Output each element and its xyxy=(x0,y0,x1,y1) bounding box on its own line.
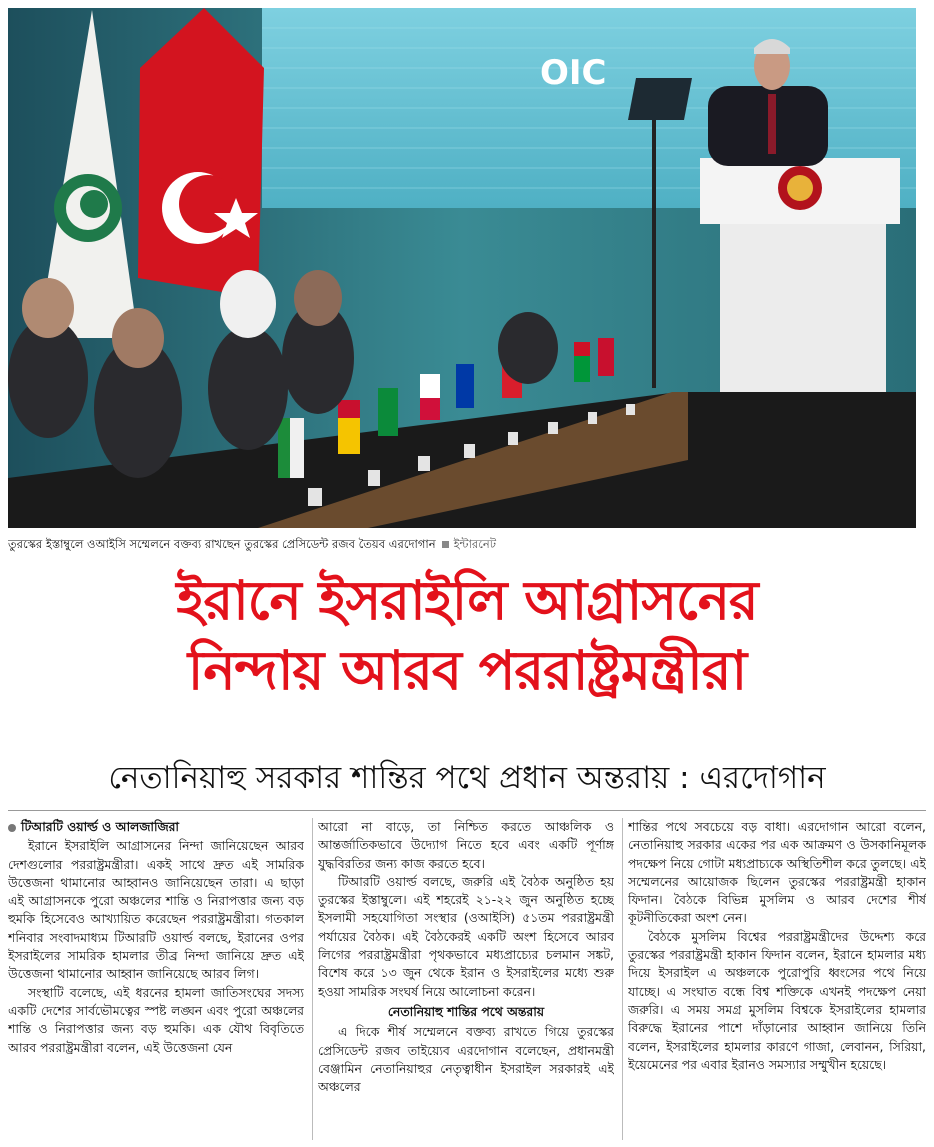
bullet-icon xyxy=(8,824,16,832)
headline-line-2: নিন্দায় আরব পররাষ্ট্রমন্ত্রীরা xyxy=(187,639,747,702)
byline-text: টিআরটি ওয়ার্ল্ড ও আলজাজিরা xyxy=(21,819,179,834)
column-divider xyxy=(312,818,313,1140)
caption-separator-icon xyxy=(442,541,449,548)
divider-line xyxy=(8,810,926,811)
headline xyxy=(10,566,924,706)
photo-caption xyxy=(8,535,916,553)
paragraph: শান্তির পথে সবচেয়ে বড় বাধা। এরদোগান আরো বলেন, নেতানিয়াহু সরকার একের পর এক আক্রমণ ও উসকানিমূলক পদক্ষেপ নিয়ে গোটা মধ্যপ্রাচ্যকে অস্থিতিশীল করে তুলছে। এই সম্মেলনের আয়োজক ছিলেন তুরস্কের পররাষ্ট্রমন্ত্রী হাকান ফিদান। বৈঠকে বিভিন্ন মুসলিম ও আরব দেশের শীর্ষ কূটনীতিকেরা অংশ নেন। xyxy=(628,819,926,926)
subheadline: নেতানিয়াহু সরকার শান্তির পথে প্রধান অন্তরায় : এরদোগান xyxy=(108,760,826,796)
paragraph: সংস্থাটি বলেছে, এই ধরনের হামলা জাতিসংঘের সদস্য একটি দেশের সার্বভৌমত্বের স্পষ্ট লঙ্ঘন এবং পুরো অঞ্চলের শান্তি ও নিরাপত্তার জন্য বড় হুমকি। এক যৌথ বিবৃতিতে আরব পররাষ্ট্রমন্ত্রীরা বলেন, এই উত্তেজনা যেন xyxy=(8,984,304,1055)
article-column-3 xyxy=(628,818,926,1140)
column-divider xyxy=(622,818,623,1140)
news-photo xyxy=(8,8,916,528)
paragraph: আরো না বাড়ে, তা নিশ্চিত করতে আঞ্চলিক ও আন্তর্জাতিকভাবে উদ্যোগ নিতে হবে এবং একটি পূর্ণাঙ্গ যুদ্ধবিরতির জন্য কাজ করতে হবে। xyxy=(318,819,614,871)
caption-text: তুরস্কের ইস্তাম্বুলে ওআইসি সম্মেলনে বক্তব্য রাখছেন তুরস্কের প্রেসিডেন্ট রজব তৈয়ব এরদোগান xyxy=(8,537,436,551)
article-column-2 xyxy=(318,818,614,1140)
oic-screen-logo: OIC xyxy=(540,53,607,93)
paragraph: ইরানে ইসরাইলি আগ্রাসনের নিন্দা জানিয়েছেন আরব দেশগুলোর পররাষ্ট্রমন্ত্রীরা। একই সাথে দ্রুত এই সামরিক উত্তেজনা থামানোর আহ্বানও জানিয়েছেন তারা। এ ছাড়া এই আগ্রাসনকে পুরো অঞ্চলের শান্তি ও নিরাপত্তার জন্য বড় হুমকি হিসেবেও আখ্যায়িত করেছেন পররাষ্ট্রমন্ত্রীরা। গতকাল শনিবার সংবাদমাধ্যম টিআরটি ওয়ার্ল্ড বলছে, ইরানের ওপর ইসরাইলের সামরিক হামলার তীব্র নিন্দা জানিয়ে দ্রুত এই উত্তেজনা থামানোর আহ্বান জানিয়েছে আরব লিগ। xyxy=(8,838,304,982)
section-subtitle: নেতানিয়াহু শান্তির পথে অন্তরায় xyxy=(387,1003,545,1019)
article-column-1 xyxy=(8,818,304,1140)
paragraph: বৈঠকে মুসলিম বিশ্বের পররাষ্ট্রমন্ত্রীদের উদ্দেশ্য করে তুরস্কের পররাষ্ট্রমন্ত্রী হাকান ফিদান বলেন, ইরানে হামলার মধ্য দিয়ে ইসরাইল এ অঞ্চলকে পুরোপুরি ধ্বংসের পথে নিয়ে যাচ্ছে। এ সংঘাত বন্ধে বিশ্ব শক্তিকে এখনই পদক্ষেপ নেয়া জরুরি। এ সময় সমগ্র মুসলিম বিশ্বকে ইসরাইলের হামলার বিরুদ্ধে ইরানের পাশে দাঁড়ানোর আহ্বান জানিয়ে তিনি বলেন, ইসরাইলের হামলার কারণে গাজা, লেবানন, সিরিয়া, ইয়েমেনের পর এবার ইরানও সমস্যার সম্মুখীন হয়েছে। xyxy=(628,928,926,1072)
photo-illustration xyxy=(8,8,916,528)
headline-line-1: ইরানে ইসরাইলি আগ্রাসনের xyxy=(176,569,758,632)
paragraph: টিআরটি ওয়ার্ল্ড বলছে, জরুরি এই বৈঠক অনুষ্ঠিত হয় তুরস্কের ইস্তাম্বুলে। এই শহরেই ২১-২২ জুন অনুষ্ঠিত হচ্ছে ইসলামী সহযোগিতা সংস্থার (ওআইসি) ৫১তম পররাষ্ট্রমন্ত্রী পর্যায়ের বৈঠক। এই বৈঠকেরই একটি অংশ হিসেবে আরব লিগের পররাষ্ট্রমন্ত্রীরা পৃথকভাবে মধ্যপ্রাচ্যের চলমান সঙ্কট, বিশেষ করে ১৩ জুন থেকে ইরান ও ইসরাইলের মধ্যে শুরু হওয়া সামরিক সংঘর্ষ নিয়ে আলোচনা করেন। xyxy=(318,873,614,999)
photo-credit: ইন্টারনেট xyxy=(453,537,497,551)
byline xyxy=(8,818,304,836)
paragraph: এ দিকে শীর্ষ সম্মেলনে বক্তব্য রাখতে গিয়ে তুরস্কের প্রেসিডেন্ট রজব তাইয়্যেব এরদোগান বলেছেন, প্রধানমন্ত্রী বেঞ্জামিন নেতানিয়াহুর নেতৃত্বাধীন ইসরাইল সরকারই এই অঞ্চলের xyxy=(318,1024,614,1095)
